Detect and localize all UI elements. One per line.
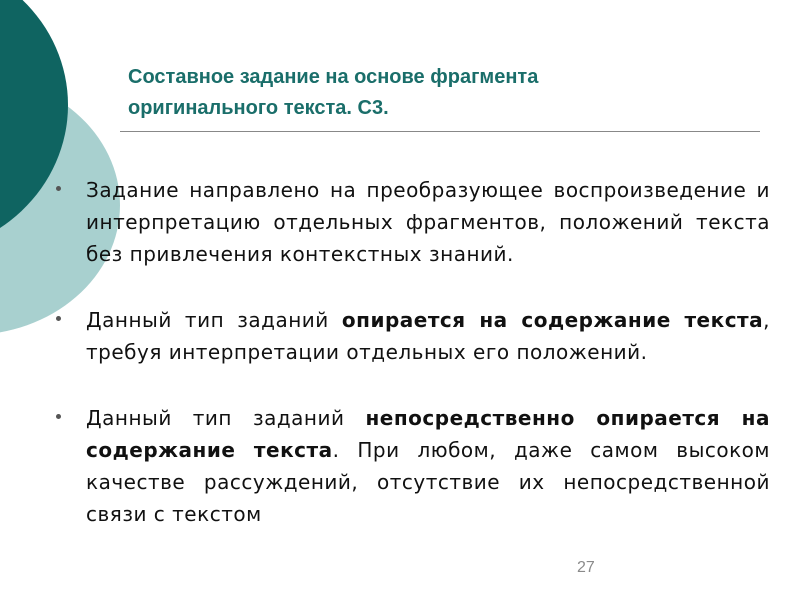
bullet-2-part-2: , требуя интерпретации отдельных его положений. bbox=[86, 308, 771, 364]
bullet-dot-icon bbox=[56, 186, 61, 191]
bullet-item-3 bbox=[56, 402, 770, 530]
bullet-text-2 bbox=[86, 304, 770, 368]
bullet-item-1 bbox=[56, 174, 770, 270]
bullet-dot-icon bbox=[56, 414, 61, 419]
bullet-text-1: Задание направлено на преобразующее воспроизведение и интерпретацию отдельных фрагментов, положений текста без привлечения контекстных знаний. bbox=[86, 178, 770, 266]
page-number: 27 bbox=[577, 559, 595, 576]
bullet-2-part-1: Данный тип заданий bbox=[86, 308, 342, 332]
bullet-3-emphasis: непосредственно опирается на содержание текста bbox=[86, 406, 770, 462]
bullet-list bbox=[56, 174, 770, 564]
slide-title bbox=[128, 62, 728, 124]
bullet-2-emphasis: опирается на содержание текста bbox=[341, 308, 764, 332]
title-divider bbox=[120, 131, 760, 132]
bullet-item-2 bbox=[56, 304, 770, 368]
slide-title-line-1: Составное задание на основе фрагмента bbox=[128, 66, 539, 88]
bullet-3-part-1: Данный тип заданий bbox=[86, 406, 366, 430]
bullet-dot-icon bbox=[56, 316, 61, 321]
bullet-text-3 bbox=[86, 402, 770, 530]
bullet-3-part-2: . При любом, даже самом высоком качестве рассуждений, отсутствие их непосредственной связи с текстом bbox=[86, 438, 771, 526]
slide-title-line-2: оригинального текста. С3. bbox=[128, 97, 389, 119]
